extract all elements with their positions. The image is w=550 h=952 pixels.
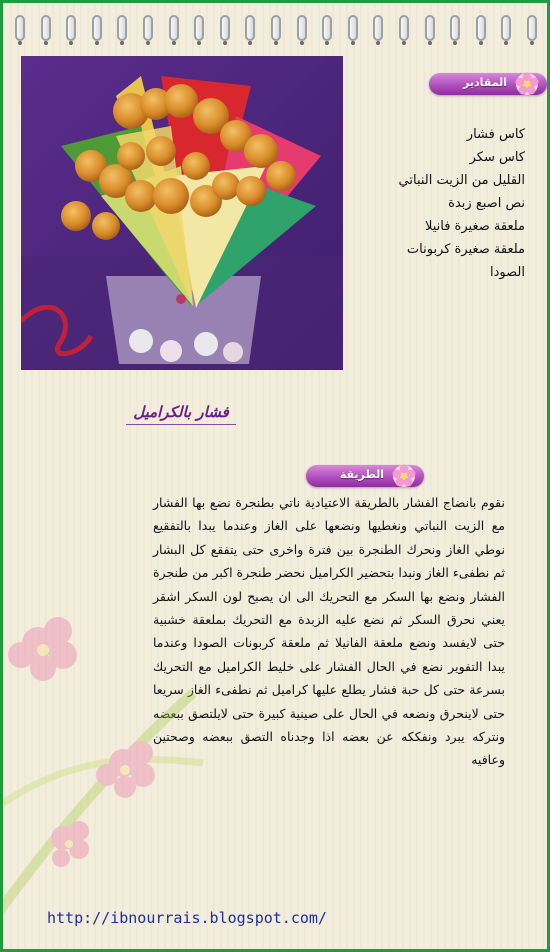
ingredient-item: ملعقة صغيرة كربونات	[406, 242, 525, 257]
binding-ring	[245, 15, 255, 41]
binding-ring	[271, 15, 281, 41]
binding-ring	[373, 15, 383, 41]
method-text: نقوم بانضاج الفشار بالطريقة الاعتيادية ناتي بطنجرة نضع بها الفشار مع الزيت النباتي ونغطيها ونضعها على الغاز وعندما يبدا بالتفقيع نوطي الغاز ونحرك الطنجرة بين فترة واخرى حتى يتفقع كل البشار ثم نطفىء الغاز ونبدا بتحضير الكراميل نحضر طنجرة اكبر من طنجرة الفشار ونضع بها السكر مع التحريك الى ان يصبح لون السكر اشقر يعني نحرق السكر ثم نضع عليه الزبدة مع التحريك بملعقة خشبية حتى لايفسد ونضع ملعقة الفانيلا ثم ملعقة كربونات الصودا وعندما يبدا التفوير نضع في الحال الفشار على خليط الكراميل مع التحريك بسرعة حتى كل حبة فشار يطلع عليها كراميل ثم نطفىء الغاز سريعا حتى لاينحرق ونضعه في الحال على صينية كبيرة حتى لايلتصق ببعضه ونتركه يبرد ونفككه عن بعضه اذا وجدناه التصق ببعضه وصحتين وعافيه	[153, 495, 505, 768]
binding-ring	[476, 15, 486, 41]
binding-ring	[399, 15, 409, 41]
ingredients-list	[345, 123, 525, 284]
binding-ring	[450, 15, 460, 41]
ingredients-heading: المقادير	[463, 76, 507, 89]
binding-ring	[194, 15, 204, 41]
binding-ring	[117, 15, 127, 41]
flower-icon	[390, 463, 418, 489]
caramel-popcorn-photo	[21, 56, 343, 370]
flower-icon	[513, 71, 541, 97]
ingredient-item: الصودا	[490, 265, 525, 280]
method-heading: الطريقة	[339, 468, 384, 481]
binding-ring	[41, 15, 51, 41]
floral-decoration	[3, 603, 213, 949]
ingredient-item: ملعقة صغيرة فانيلا	[424, 219, 525, 234]
binding-ring	[169, 15, 179, 41]
binding-ring	[66, 15, 76, 41]
binding-ring	[425, 15, 435, 41]
spiral-binding	[3, 9, 547, 49]
binding-ring	[92, 15, 102, 41]
ingredients-ribbon	[429, 73, 547, 95]
method-ribbon	[306, 465, 424, 487]
ingredient-item: القليل من الزيت النباتي	[398, 173, 525, 188]
ingredient-item: كاس فشار	[466, 127, 525, 142]
recipe-card	[3, 3, 547, 949]
blog-link[interactable]: http://ibnourrais.blogspot.com/	[47, 909, 327, 927]
binding-ring	[220, 15, 230, 41]
binding-ring	[348, 15, 358, 41]
binding-ring	[15, 15, 25, 41]
ingredient-item: كاس سكر	[469, 150, 525, 165]
binding-ring	[143, 15, 153, 41]
binding-ring	[297, 15, 307, 41]
recipe-title: فشار بالكراميل	[126, 403, 236, 425]
binding-ring	[322, 15, 332, 41]
binding-ring	[527, 15, 537, 41]
ingredient-item: نص اصبع زبدة	[448, 196, 525, 211]
binding-ring	[501, 15, 511, 41]
